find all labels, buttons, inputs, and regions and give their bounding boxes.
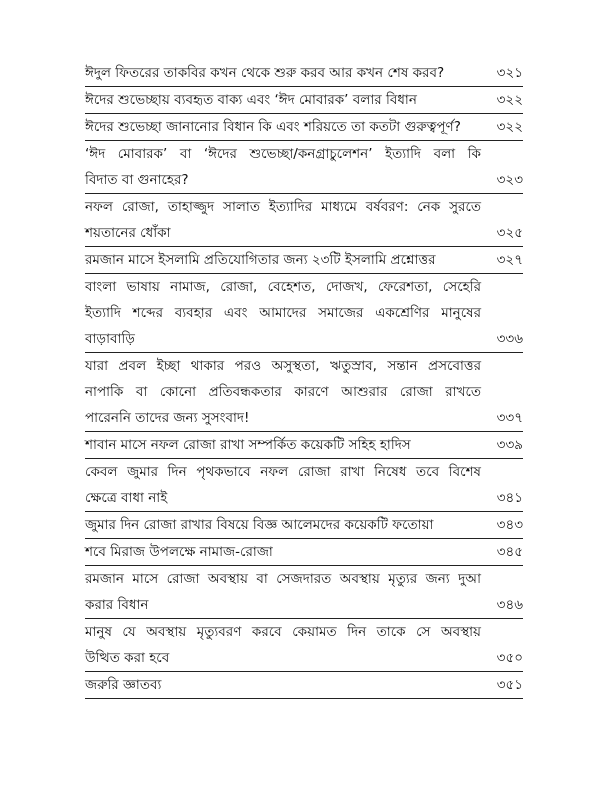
toc-entry — [85, 459, 523, 512]
toc-entry-page-number: ৩২২ — [496, 92, 523, 108]
toc-entry-title-line: ইত্যাদি শব্দের ব্যবহার এবং আমাদের সমাজের একশ্রেণির মানুষের — [85, 305, 481, 321]
toc-entry-title-line: ঈদের শুভেচ্ছায় ব্যবহৃত বাক্য এবং ‘ঈদ মোবারক’ বলার বিধান — [85, 92, 417, 108]
toc-entry-title-line: ঈদুল ফিতরের তাকবির কখন থেকে শুরু করব আর কখন শেষ করব? — [85, 65, 445, 81]
toc-entry-title-line: জুমার দিন রোজা রাখার বিষয়ে বিজ্ঞ আলেমদের কয়েকটি ফতোয়া — [85, 517, 434, 533]
toc-entry-title-line: নফল রোজা, তাহাজ্জুদ সালাত ইত্যাদির মাধ্যমে বর্ষবরণ: নেক সুরতে — [85, 199, 481, 215]
toc-entry-title-line: ‘ঈদ মোবারক’ বা ‘ঈদের শুভেচ্ছা/কনগ্রাচুলেশন’ ইত্যাদি বলা কি — [85, 146, 481, 162]
toc-entry-title-line: রমজান মাসে ইসলামি প্রতিযোগিতার জন্য ২৩টি ইসলামি প্রশ্নোত্তর — [85, 252, 436, 268]
toc-entry — [85, 566, 523, 619]
toc-entry-title-line: বাড়াবাড়ি — [85, 331, 135, 347]
toc-entry-title-line: যারা প্রবল ইচ্ছা থাকার পরও অসুস্থতা, ঋতুস্রাব, সন্তান প্রসবোত্তর — [85, 358, 481, 374]
toc-entry-page-number: ৩৩৭ — [496, 410, 523, 426]
toc-entry-page-number: ৩৪৫ — [496, 544, 523, 560]
toc-entry-title-line: করার বিধান — [85, 597, 149, 613]
toc-entry — [85, 619, 523, 672]
toc-entry-page-number: ৩৪১ — [496, 490, 523, 506]
toc-entry-title — [85, 114, 489, 140]
toc-entry-page-number: ৩২৩ — [496, 172, 523, 188]
toc-entry — [85, 247, 523, 274]
toc-entry-page-number: ৩২৫ — [496, 225, 523, 241]
toc-entry-page-number: ৩২২ — [496, 119, 523, 135]
toc-entry — [85, 353, 523, 432]
toc-entry-title-line: পারেননি তাদের জন্য সুসংবাদ! — [85, 410, 250, 426]
toc-entry-page-number: ৩৪৬ — [496, 597, 523, 613]
toc-entry-title-line: ক্ষেত্রে বাধা নাই — [85, 490, 168, 506]
toc-entry-title-line: কেবল জুমার দিন পৃথকভাবে নফল রোজা রাখা নিষেধ তবে বিশেষ — [85, 464, 481, 480]
toc-entry-title — [85, 247, 489, 273]
toc-entry-page-number: ৩৩৯ — [496, 437, 523, 453]
toc-entry-title — [85, 353, 489, 431]
toc-entry-title — [85, 432, 489, 458]
toc-entry-page-number: ৩৫১ — [496, 677, 523, 693]
toc-entry-page-number: ৩৪৩ — [496, 517, 523, 533]
toc-entry — [85, 274, 523, 353]
toc-entry-title — [85, 274, 489, 352]
toc-entry-title-line: ঈদের শুভেচ্ছা জানানোর বিধান কি এবং শরিয়তে তা কতটা গুরুত্বপূর্ণ? — [85, 119, 461, 135]
toc-entry-title — [85, 539, 489, 565]
toc-entry-title-line: বিদাত বা গুনাহের? — [85, 172, 189, 188]
table-of-contents — [85, 60, 523, 699]
toc-entry-title — [85, 512, 489, 538]
toc-entry — [85, 539, 523, 566]
toc-entry-page-number: ৩৩৬ — [496, 331, 523, 347]
toc-entry-title-line: নাপাকি বা কোনো প্রতিবন্ধকতার কারণে আশুরার রোজা রাখতে — [85, 384, 481, 400]
toc-entry-title-line: রমজান মাসে রোজা অবস্থায় বা সেজদারত অবস্থায় মৃত্যুর জন্য দুআ — [85, 571, 481, 587]
toc-entry — [85, 194, 523, 247]
toc-entry-page-number: ৩২৭ — [496, 252, 523, 268]
toc-entry — [85, 141, 523, 194]
toc-entry — [85, 512, 523, 539]
toc-entry-page-number: ৩২১ — [496, 65, 523, 81]
toc-entry — [85, 60, 523, 87]
toc-entry-title — [85, 566, 489, 618]
toc-entry — [85, 114, 523, 141]
toc-entry — [85, 672, 523, 699]
toc-entry-title-line: জরুরি জ্ঞাতব্য — [85, 677, 162, 693]
toc-entry-page-number: ৩৫০ — [496, 650, 523, 666]
toc-entry-title — [85, 141, 489, 193]
toc-entry-title-line: বাংলা ভাষায় নামাজ, রোজা, বেহেশত, দোজখ, ফেরেশতা, সেহেরি — [85, 279, 481, 295]
toc-entry-title-line: উত্থিত করা হবে — [85, 650, 170, 666]
toc-entry-title-line: শবে মিরাজ উপলক্ষে নামাজ-রোজা — [85, 544, 273, 560]
toc-entry-title-line: শাবান মাসে নফল রোজা রাখা সম্পর্কিত কয়েকটি সহিহ হাদিস — [85, 437, 411, 453]
toc-entry-title-line: মানুষ যে অবস্থায় মৃত্যুবরণ করবে কেয়ামত দিন তাকে সে অবস্থায় — [85, 624, 481, 640]
toc-entry-title — [85, 87, 489, 113]
toc-entry-title — [85, 60, 489, 86]
toc-entry-title — [85, 672, 489, 698]
toc-entry-title — [85, 194, 489, 246]
toc-entry-title — [85, 619, 489, 671]
toc-entry-title — [85, 459, 489, 511]
toc-entry-title-line: শয়তানের ধোঁকা — [85, 225, 171, 241]
toc-entry — [85, 87, 523, 114]
toc-entry — [85, 432, 523, 459]
